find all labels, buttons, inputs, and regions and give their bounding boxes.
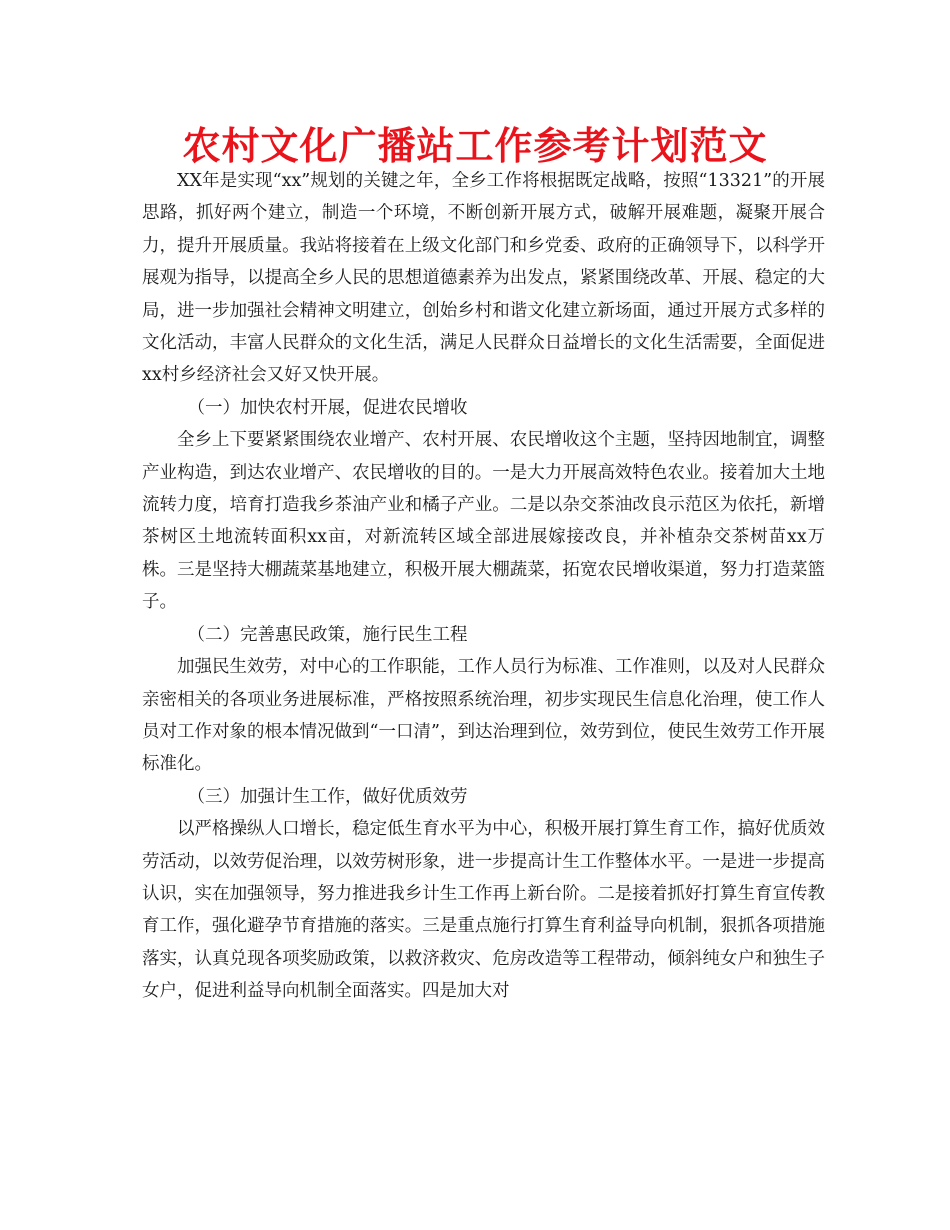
document-title: 农村文化广播站工作参考计划范文: [182, 124, 768, 168]
document-body: [142, 165, 825, 1008]
paragraph-intro: XX年是实现“xx”规划的关键之年，全乡工作将根据既定战略，按照“13321”的开展思路，抓好两个建立，制造一个环境，不断创新开展方式，破解开展难题，凝聚开展合力，提升开展质量。我站将接着在上级文化部门和乡党委、政府的正确领导下，以科学开展观为指导，以提高全乡人民的思想道德素养为出发点，紧紧围绕改革、开展、稳定的大局，进一步加强社会精神文明建立，创始乡村和谐文化建立新场面，通过开展方式多样的文化活动，丰富人民群众的文化生活，满足人民群众日益增长的文化生活需要，全面促进xx村乡经济社会又好又快开展。: [142, 171, 825, 386]
section-heading-3: （三）加强计生工作，做好优质效劳: [187, 786, 468, 807]
section-heading-2: （二）完善惠民政策，施行民生工程: [187, 624, 468, 645]
paragraph-section-3: 以严格操纵人口增长，稳定低生育水平为中心，积极开展打算生育工作，搞好优质效劳活动，以效劳促治理，以效劳树形象，进一步提高计生工作整体水平。一是进一步提高认识，实在加强领导，努力推进我乡计生工作再上新台阶。二是接着抓好打算生育宣传教育工作，强化避孕节育措施的落实。三是重点施行打算生育利益导向机制，狠抓各项措施落实，认真兑现各项奖励政策，以救济救灾、危房改造等工程带动，倾斜纯女户和独生子女户，促进利益导向机制全面落实。四是加大对: [142, 819, 825, 1002]
paragraph-section-1: 全乡上下要紧紧围绕农业增产、农村开展、农民增收这个主题，坚持因地制宜，调整产业构造，到达农业增产、农民增收的目的。一是大力开展高效特色农业。接着加大土地流转力度，培育打造我乡茶油产业和橘子产业。二是以杂交茶油改良示范区为依托，新增茶树区土地流转面积xx亩，对新流转区域全部进展嫁接改良，并补植杂交茶树苗xx万株。三是坚持大棚蔬菜基地建立，积极开展大棚蔬菜，拓宽农民增收渠道，努力打造菜篮子。: [142, 430, 825, 613]
paragraph-section-2: 加强民生效劳，对中心的工作职能，工作人员行为标准、工作准则，以及对人民群众亲密相关的各项业务进展标准，严格按照系统治理，初步实现民生信息化治理，使工作人员对工作对象的根本情况做到“一口清”，到达治理到位，效劳到位，使民生效劳工作开展标准化。: [142, 657, 825, 775]
section-heading-1: （一）加快农村开展，促进农民增收: [187, 397, 468, 418]
